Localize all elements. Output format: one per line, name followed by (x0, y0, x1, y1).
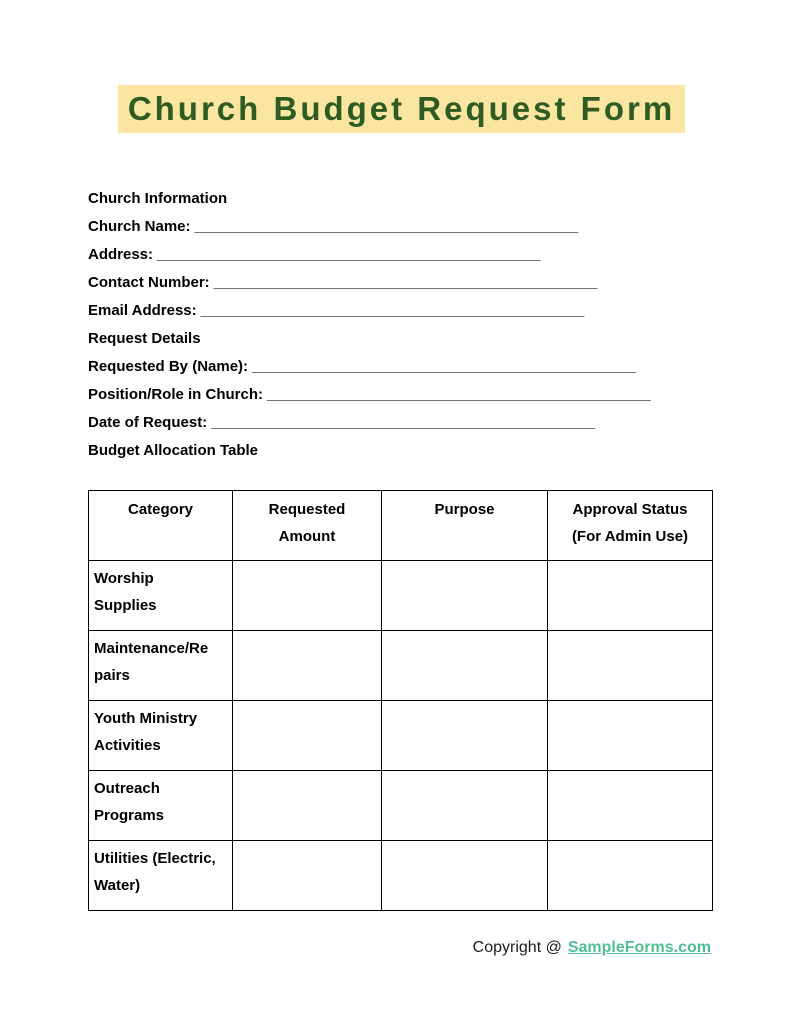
category-cell (89, 561, 233, 631)
table-row-utilities (89, 841, 713, 911)
column-header-purpose (382, 491, 548, 561)
category-cell (89, 701, 233, 771)
header-line: (For Admin Use) (571, 528, 689, 545)
header-line: Category (127, 501, 194, 518)
header-line: Amount (278, 528, 336, 545)
blank-line: ______________________________________________ (157, 246, 541, 263)
table-row-maintenance-repairs (89, 631, 713, 701)
field-requested-by (88, 353, 712, 381)
field-date-of-request (88, 409, 712, 437)
category-line: Youth Ministry (94, 710, 198, 727)
category-line: Water) (94, 877, 141, 894)
column-header-category (89, 491, 233, 561)
table-row-youth-ministry (89, 701, 713, 771)
category-line: Maintenance/Re (94, 640, 209, 657)
table-row-outreach-programs (89, 771, 713, 841)
cell-approval-status-empty (548, 561, 713, 631)
sampleforms-link[interactable]: SampleForms.com (567, 939, 711, 956)
column-header-requested-amount (233, 491, 382, 561)
blank-line: ______________________________________________ (252, 358, 636, 375)
cell-purpose-empty (382, 561, 548, 631)
cell-approval-status-empty (548, 771, 713, 841)
cell-approval-status-empty (548, 701, 713, 771)
field-contact-number (88, 269, 712, 297)
field-email-address (88, 297, 712, 325)
category-line: Worship (94, 570, 154, 587)
category-line: Utilities (Electric, (94, 850, 216, 867)
field-address (88, 241, 712, 269)
cell-purpose-empty (382, 771, 548, 841)
category-line: pairs (94, 667, 130, 684)
field-label: Address: (88, 246, 154, 263)
footer (0, 939, 711, 957)
cell-requested-amount-empty (233, 841, 382, 911)
cell-purpose-empty (382, 841, 548, 911)
cell-requested-amount-empty (233, 771, 382, 841)
column-header-approval-status (548, 491, 713, 561)
section-heading-budget-table: Budget Allocation Table (88, 442, 259, 459)
field-label: Requested By (Name): (88, 358, 249, 375)
field-church-name (88, 213, 712, 241)
field-label: Email Address: (88, 302, 197, 319)
copyright-text: Copyright @ (472, 939, 562, 956)
blank-line: ______________________________________________ (211, 414, 595, 431)
blank-line: ______________________________________________ (200, 302, 585, 319)
table-header-row (89, 491, 713, 561)
table-row-worship-supplies (89, 561, 713, 631)
section-heading-church-information: Church Information (88, 190, 228, 207)
category-cell (89, 841, 233, 911)
cell-approval-status-empty (548, 631, 713, 701)
cell-requested-amount-empty (233, 631, 382, 701)
form-body (88, 185, 712, 465)
field-position-role (88, 381, 712, 409)
blank-line: ______________________________________________ (194, 218, 579, 235)
header-line: Approval Status (572, 501, 688, 518)
header-line: Purpose (434, 501, 495, 518)
cell-requested-amount-empty (233, 561, 382, 631)
blank-line: ______________________________________________ (213, 274, 598, 291)
category-line: Activities (94, 737, 161, 754)
cell-requested-amount-empty (233, 701, 382, 771)
category-cell (89, 771, 233, 841)
header-line: Requested (268, 501, 346, 518)
cell-purpose-empty (382, 701, 548, 771)
category-cell (89, 631, 233, 701)
blank-line: ______________________________________________ (267, 386, 651, 403)
cell-approval-status-empty (548, 841, 713, 911)
category-line: Supplies (94, 597, 157, 614)
section-heading-request-details: Request Details (88, 330, 201, 347)
field-label: Position/Role in Church: (88, 386, 263, 403)
cell-purpose-empty (382, 631, 548, 701)
category-line: Outreach (94, 780, 160, 797)
field-label: Date of Request: (88, 414, 208, 431)
page-title: Church Budget Request Form (118, 85, 685, 133)
field-label: Contact Number: (88, 274, 210, 291)
title-row (0, 0, 803, 133)
budget-allocation-table (88, 490, 713, 911)
category-line: Programs (94, 807, 165, 824)
field-label: Church Name: (88, 218, 191, 235)
